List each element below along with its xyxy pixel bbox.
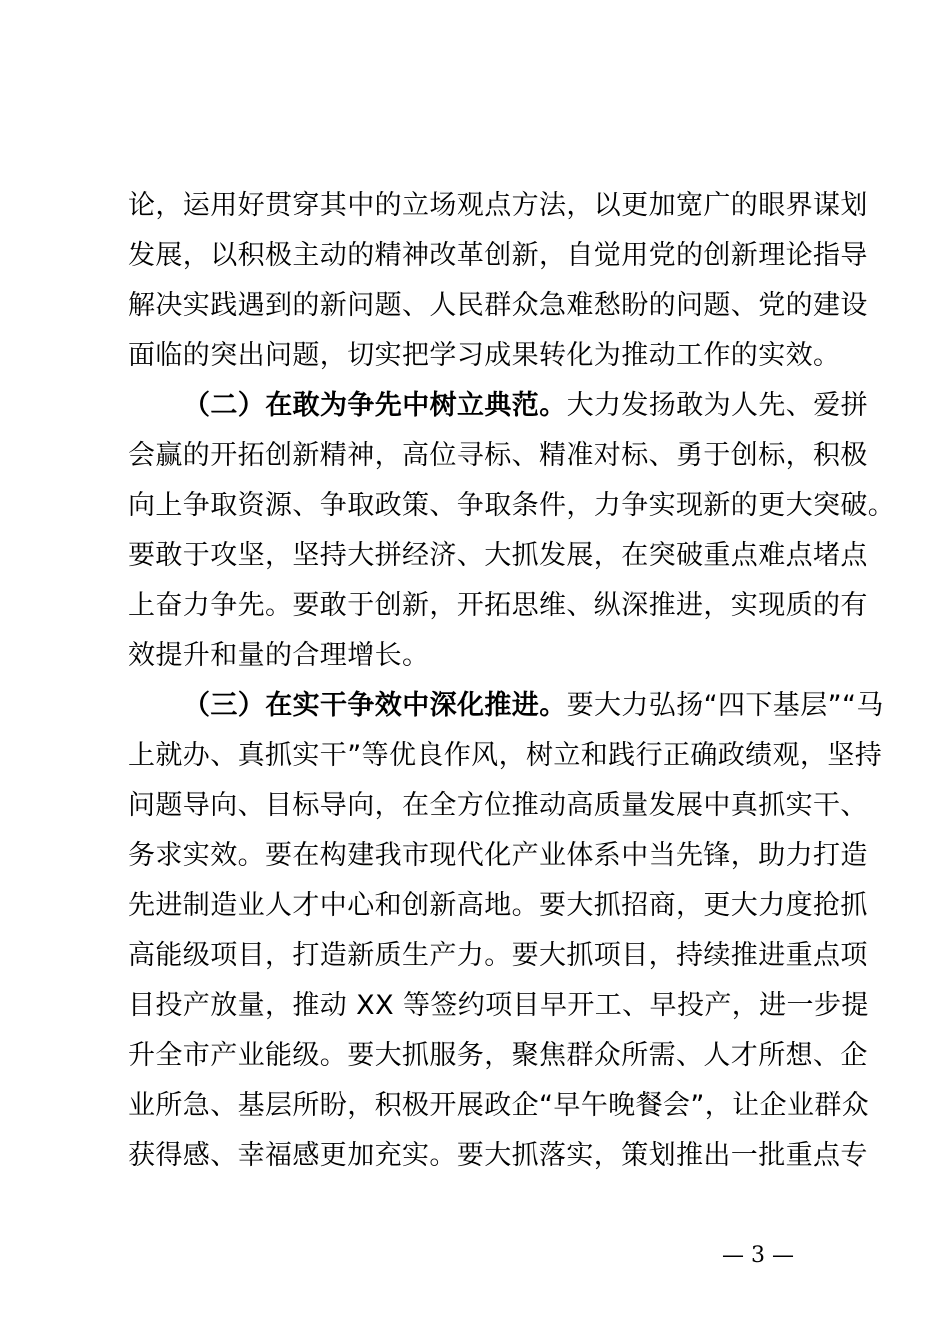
body-line: 面临的突出问题，切实把学习成果转化为推动工作的实效。 [128, 340, 841, 371]
body-line: 效提升和量的合理增长。 [128, 640, 430, 671]
section-heading: （三）在实干争效中深化推进。 [183, 690, 567, 721]
body-line: 先进制造业人才中心和创新高地。要大抓招商，更大力度抢抓 [128, 890, 868, 921]
body-line: 目投产放量，推动 XX 等签约项目早开工、早投产，进一步提 [128, 990, 869, 1021]
body-line: 获得感、幸福感更加充实。要大抓落实，策划推出一批重点专 [128, 1140, 868, 1171]
body-text: 要大力弘扬“四下基层”“马 [566, 690, 884, 721]
body-line: 上奋力争先。要敢于创新，开拓思维、纵深推进，实现质的有 [128, 590, 868, 621]
body-line: 高能级项目，打造新质生产力。要大抓项目，持续推进重点项 [128, 940, 868, 971]
section-heading-line [183, 389, 868, 423]
section-heading: （二）在敢为争先中树立典范。 [183, 390, 567, 421]
body-line: 升全市产业能级。要大抓服务，聚焦群众所需、人才所想、企 [128, 1040, 868, 1071]
body-line: 业所急、基层所盼，积极开展政企“早午晚餐会”，让企业群众 [128, 1090, 870, 1121]
body-line: 务求实效。要在构建我市现代化产业体系中当先锋，助力打造 [128, 840, 868, 871]
body-line: 论，运用好贯穿其中的立场观点方法，以更加宽广的眼界谋划 [128, 190, 868, 221]
body-line: 要敢于攻坚，坚持大拼经济、大抓发展，在突破重点难点堵点 [128, 540, 868, 571]
section-heading-line [183, 689, 884, 723]
body-line: 解决实践遇到的新问题、人民群众急难愁盼的问题、党的建设 [128, 290, 868, 321]
body-line: 问题导向、目标导向，在全方位推动高质量发展中真抓实干、 [128, 790, 868, 821]
body-line: 会赢的开拓创新精神，高位寻标、精准对标、勇于创标，积极 [128, 440, 868, 471]
body-line: 上就办、真抓实干”等优良作风，树立和践行正确政绩观，坚持 [128, 740, 883, 771]
page-number: — 3 — [722, 1243, 794, 1268]
body-line: 发展，以积极主动的精神改革创新，自觉用党的创新理论指导 [128, 240, 868, 271]
body-line: 向上争取资源、争取政策、争取条件，力争实现新的更大突破。 [128, 490, 896, 521]
body-text: 大力发扬敢为人先、爱拼 [566, 390, 869, 421]
